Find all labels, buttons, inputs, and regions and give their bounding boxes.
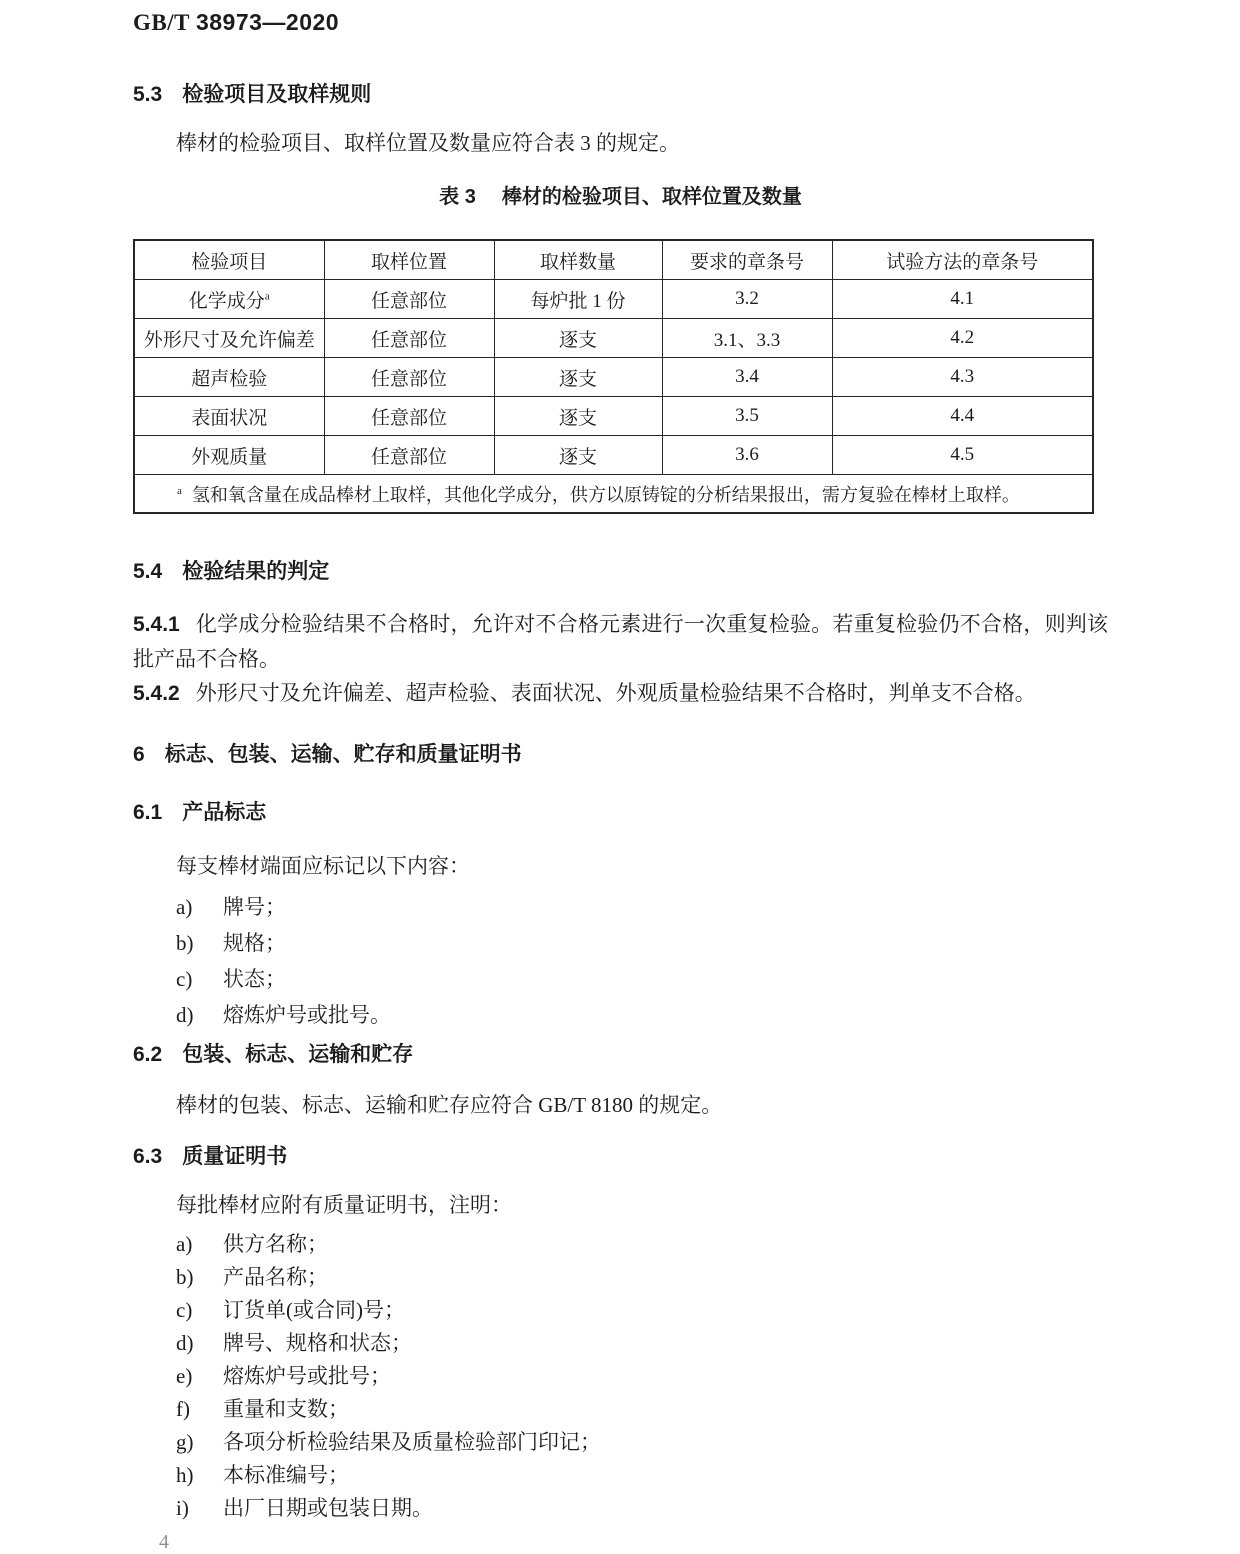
list-6-1 (133, 889, 1108, 1033)
table-3-title (133, 180, 1108, 209)
list-item-marker: g) (176, 1430, 194, 1454)
table-3-label: 表 3 (439, 186, 476, 208)
cell-test-method: 4.1 (832, 280, 1093, 319)
page-content (133, 0, 1108, 1554)
cell-quantity: 逐支 (494, 436, 662, 475)
list-item-text: 规格； (223, 931, 286, 955)
section-title: 质量证明书 (182, 1145, 288, 1168)
cell-item: 表面状况 (134, 397, 324, 436)
list-item (133, 1393, 1108, 1426)
list-item (133, 961, 1108, 997)
cell-position: 任意部位 (324, 319, 494, 358)
list-item-text: 产品名称； (223, 1265, 328, 1289)
page-number: 4 (159, 1531, 169, 1553)
list-item (133, 1261, 1108, 1294)
section-number: 6.2 (133, 1043, 163, 1066)
section-title: 标志、包装、运输、贮存和质量证明书 (164, 743, 522, 766)
section-title: 包装、标志、运输和贮存 (182, 1043, 414, 1066)
table-footnote-row (134, 475, 1093, 514)
col-header-test-method: 试验方法的章条号 (832, 240, 1093, 280)
list-item (133, 1459, 1108, 1492)
cell-quantity: 逐支 (494, 397, 662, 436)
section-heading-6-2 (133, 1043, 1108, 1067)
list-item (133, 1426, 1108, 1459)
table-footnote (134, 475, 1093, 514)
list-item (133, 925, 1108, 961)
section-title: 检验结果的判定 (182, 560, 330, 583)
cell-test-method: 4.2 (832, 319, 1093, 358)
table-row (134, 319, 1093, 358)
list-item (133, 1294, 1108, 1327)
cell-position: 任意部位 (324, 397, 494, 436)
col-header-item: 检验项目 (134, 240, 324, 280)
list-item-marker: i) (176, 1496, 189, 1520)
cell-item (134, 280, 324, 319)
section-heading-6 (133, 743, 1108, 767)
list-item-text: 牌号、规格和状态； (223, 1331, 412, 1355)
list-item-marker: e) (176, 1364, 193, 1388)
list-item (133, 1327, 1108, 1360)
list-item-marker: d) (176, 1003, 194, 1027)
list-item-text: 熔炼炉号或批号。 (223, 1003, 391, 1027)
cell-quantity: 每炉批 1 份 (494, 280, 662, 319)
cell-item: 外观质量 (134, 436, 324, 475)
table-3-caption: 棒材的检验项目、取样位置及数量 (501, 186, 802, 208)
cell-requirement: 3.6 (662, 436, 832, 475)
paragraph-5-4-2 (133, 676, 1108, 711)
section-heading-5-3 (133, 83, 1108, 107)
footnote-marker: a (177, 484, 182, 497)
section-heading-6-3 (133, 1145, 1108, 1169)
cell-test-method: 4.5 (832, 436, 1093, 475)
section-number: 5.4 (133, 560, 163, 583)
cell-position: 任意部位 (324, 436, 494, 475)
standard-code-number: 38973—2020 (195, 9, 340, 35)
list-item-text: 订货单(或合同)号； (223, 1298, 405, 1322)
table-row (134, 436, 1093, 475)
list-item-marker: d) (176, 1331, 194, 1355)
section-number: 5.3 (133, 83, 163, 106)
list-6-3 (133, 1228, 1108, 1525)
section-heading-6-1 (133, 801, 1108, 825)
section-number: 6.3 (133, 1145, 163, 1168)
section-title: 产品标志 (182, 801, 267, 824)
cell-test-method: 4.3 (832, 358, 1093, 397)
table-row (134, 280, 1093, 319)
list-item-marker: b) (176, 1265, 194, 1289)
list-item-text: 供方名称； (223, 1232, 328, 1256)
section-number: 6 (133, 743, 145, 766)
table-row (134, 358, 1093, 397)
list-item-text: 牌号； (223, 895, 286, 919)
list-item (133, 1360, 1108, 1393)
table-row (134, 397, 1093, 436)
table-3 (133, 239, 1094, 514)
list-item-marker: h) (176, 1463, 194, 1487)
list-item-text: 出厂日期或包装日期。 (223, 1496, 433, 1520)
list-item-text: 本标准编号； (223, 1463, 349, 1487)
list-item (133, 1492, 1108, 1525)
list-item (133, 1228, 1108, 1261)
list-item-text: 重量和支数； (223, 1397, 349, 1421)
section-heading-5-4 (133, 560, 1108, 584)
standard-code-prefix: GB/T (133, 10, 190, 35)
footnote-text: 氢和氧含量在成品棒材上取样，其他化学成分，供方以原铸锭的分析结果报出，需方复验在棒材上取样。 (191, 484, 1020, 505)
cell-requirement: 3.4 (662, 358, 832, 397)
cell-item-text: 化学成分 (188, 290, 265, 312)
col-header-quantity: 取样数量 (494, 240, 662, 280)
section-number: 6.1 (133, 801, 163, 824)
list-item (133, 889, 1108, 925)
list-item-marker: c) (176, 967, 193, 991)
list-item-text: 熔炼炉号或批号； (223, 1364, 391, 1388)
footnote-marker: a (264, 290, 270, 303)
list-item-marker: b) (176, 931, 194, 955)
col-header-position: 取样位置 (324, 240, 494, 280)
paragraph-5-4-1 (133, 607, 1108, 676)
table-header-row (134, 240, 1093, 280)
clause-text: 外形尺寸及允许偏差、超声检验、表面状况、外观质量检验结果不合格时，判单支不合格。 (195, 681, 1036, 705)
cell-requirement: 3.5 (662, 397, 832, 436)
cell-position: 任意部位 (324, 280, 494, 319)
standard-code-header (133, 9, 1108, 36)
cell-item: 外形尺寸及允许偏差 (134, 319, 324, 358)
cell-quantity: 逐支 (494, 358, 662, 397)
list-item-marker: a) (176, 1232, 193, 1256)
cell-item: 超声检验 (134, 358, 324, 397)
clause-number: 5.4.1 (133, 613, 180, 636)
list-item-text: 状态； (223, 967, 286, 991)
list-item-marker: a) (176, 895, 193, 919)
cell-requirement: 3.1、3.3 (662, 319, 832, 358)
clause-text: 化学成分检验结果不合格时，允许对不合格元素进行一次重复检验。若重复检验仍不合格，则判该批产品不合格。 (133, 612, 1108, 671)
section-title: 检验项目及取样规则 (182, 83, 372, 106)
cell-requirement: 3.2 (662, 280, 832, 319)
paragraph-6-3: 每批棒材应附有质量证明书，注明： (176, 1193, 512, 1217)
paragraph-6-1: 每支棒材端面应标记以下内容： (176, 854, 470, 878)
list-item-marker: c) (176, 1298, 193, 1322)
list-item-marker: f) (176, 1397, 190, 1421)
cell-quantity: 逐支 (494, 319, 662, 358)
list-item (133, 997, 1108, 1033)
cell-position: 任意部位 (324, 358, 494, 397)
col-header-requirement: 要求的章条号 (662, 240, 832, 280)
list-item-text: 各项分析检验结果及质量检验部门印记； (223, 1430, 601, 1454)
paragraph-6-2: 棒材的包装、标志、运输和贮存应符合 GB/T 8180 的规定。 (176, 1093, 723, 1117)
clause-number: 5.4.2 (133, 682, 180, 705)
cell-test-method: 4.4 (832, 397, 1093, 436)
paragraph-5-3: 棒材的检验项目、取样位置及数量应符合表 3 的规定。 (176, 131, 680, 155)
